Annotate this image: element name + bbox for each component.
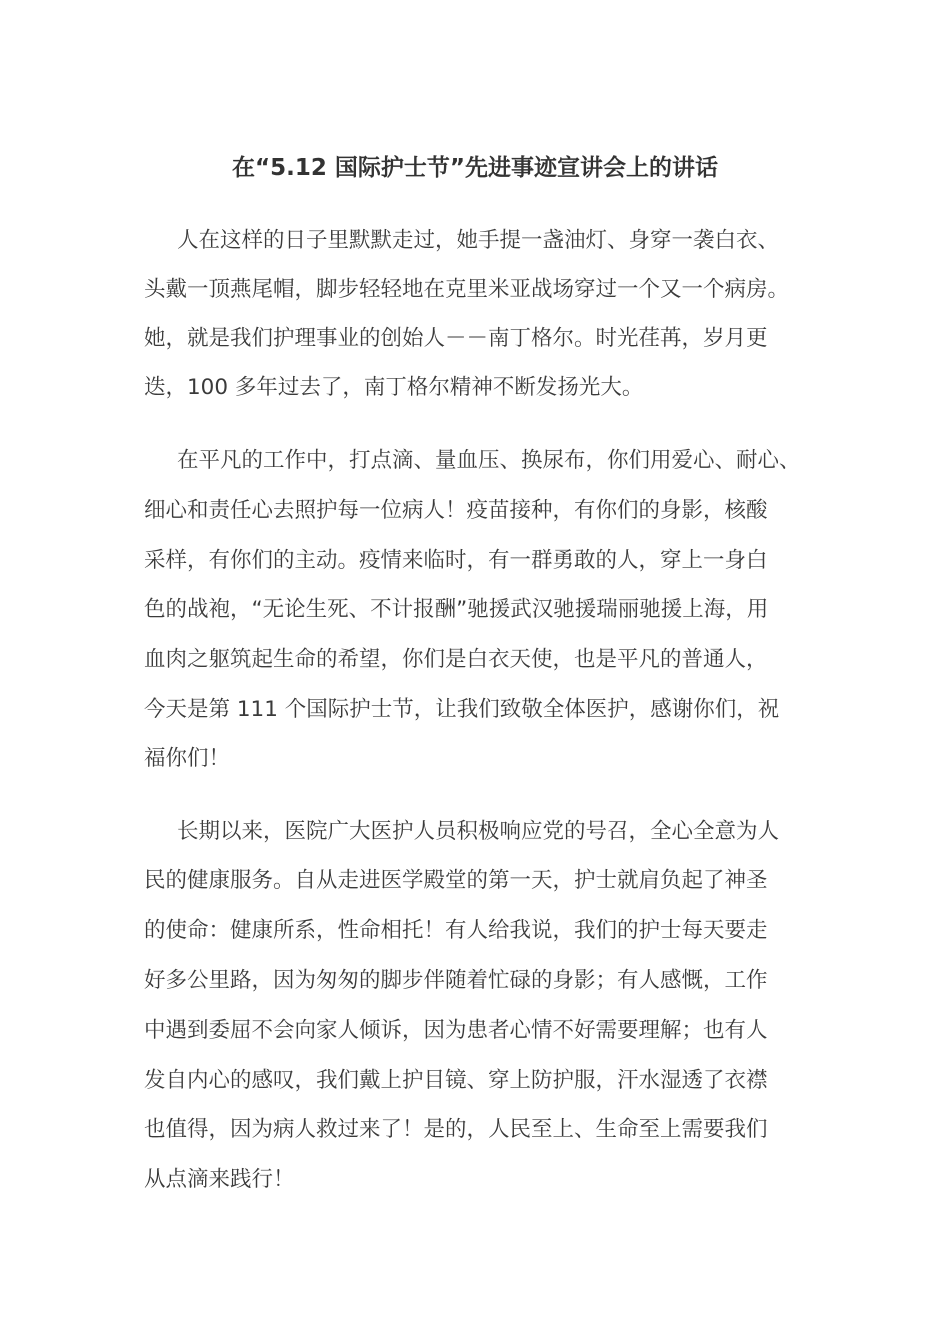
paragraph-3-line-7: 也值得，因为病人救过来了！是的，人民至上、生命至上需要我们 <box>144 1117 768 1142</box>
paragraph-3-line-6: 发自内心的感叹，我们戴上护目镜、穿上防护服，汗水湿透了衣襟 <box>144 1068 768 1093</box>
paragraph-1-line-3: 她，就是我们护理事业的创始人－－南丁格尔。时光荏苒，岁月更 <box>144 326 768 351</box>
paragraph-2-line-3: 采样，有你们的主动。疫情来临时，有一群勇敢的人，穿上一身白 <box>144 548 768 573</box>
paragraph-2-line-7: 福你们！ <box>144 746 231 771</box>
paragraph-1-line-4: 迭，100 多年过去了，南丁格尔精神不断发扬光大。 <box>144 375 644 400</box>
paragraph-2-line-5: 血肉之躯筑起生命的希望，你们是白衣天使，也是平凡的普通人， <box>144 647 768 672</box>
paragraph-3-line-8: 从点滴来践行！ <box>144 1167 295 1192</box>
paragraph-1-line-1: 人在这样的日子里默默走过，她手提一盏油灯、身穿一袭白衣、 <box>177 228 780 253</box>
paragraph-2-line-4: 色的战袍，“无论生死、不计报酬”驰援武汉驰援瑞丽驰援上海，用 <box>144 597 769 622</box>
document-title: 在“5.12 国际护士节”先进事迹宣讲会上的讲话 <box>232 155 718 181</box>
paragraph-3-line-2: 民的健康服务。自从走进医学殿堂的第一天，护士就肩负起了神圣 <box>144 868 768 893</box>
paragraph-3-line-1: 长期以来，医院广大医护人员积极响应党的号召，全心全意为人 <box>177 819 780 844</box>
paragraph-1-line-2: 头戴一顶燕尾帽，脚步轻轻地在克里米亚战场穿过一个又一个病房。 <box>144 277 790 302</box>
paragraph-3-line-5: 中遇到委屈不会向家人倾诉，因为患者心情不好需要理解；也有人 <box>144 1018 768 1043</box>
paragraph-2-line-1: 在平凡的工作中，打点滴、量血压、换尿布，你们用爱心、耐心、 <box>177 448 801 473</box>
paragraph-2-line-6: 今天是第 111 个国际护士节，让我们致敬全体医护，感谢你们，祝 <box>144 697 780 722</box>
paragraph-2-line-2: 细心和责任心去照护每一位病人！疫苗接种，有你们的身影，核酸 <box>144 498 768 523</box>
paragraph-3-line-3: 的使命：健康所系，性命相托！有人给我说，我们的护士每天要走 <box>144 918 768 943</box>
paragraph-3-line-4: 好多公里路，因为匆匆的脚步伴随着忙碌的身影；有人感慨，工作 <box>144 968 768 993</box>
